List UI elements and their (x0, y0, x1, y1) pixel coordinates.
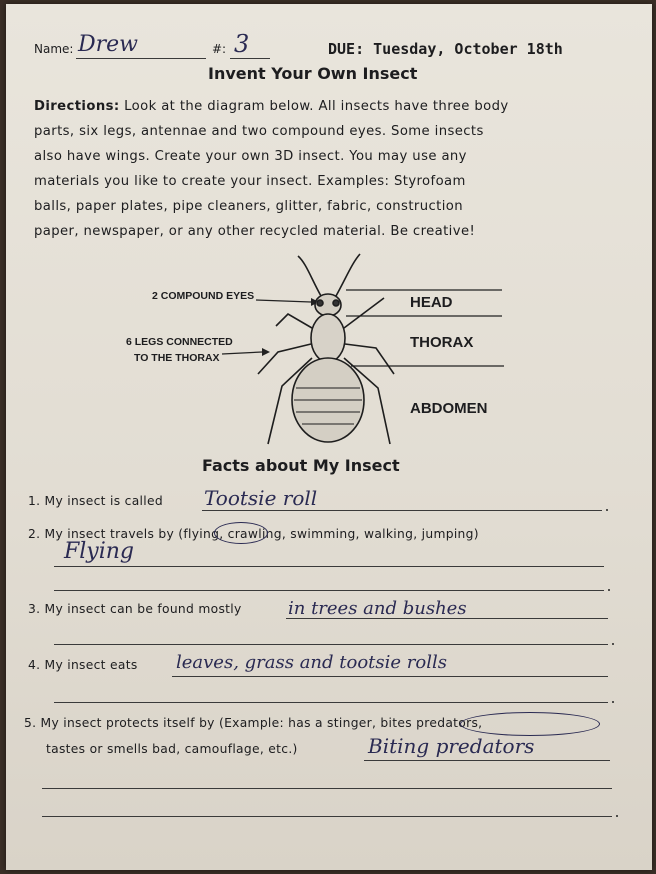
number-label: #: (212, 42, 227, 56)
directions-line-1: Directions: Look at the diagram below. All insects have three body (34, 99, 509, 114)
label-thorax: THORAX (410, 334, 474, 351)
line-end-dot (612, 701, 614, 703)
question-2: 2. My insect travels by (flying, crawling, swimming, walking, jumping) (28, 527, 479, 541)
question-3: 3. My insect can be found mostly (28, 602, 242, 616)
answer-5[interactable]: Biting predators (368, 734, 535, 758)
label-head: HEAD (410, 294, 453, 311)
answer-line-5b (42, 788, 612, 789)
insect-illustration (258, 254, 394, 444)
label-legs-line-2: TO THE THORAX (134, 352, 220, 364)
line-end-dot (616, 815, 618, 817)
question-5-line-2: tastes or smells bad, camouflage, etc.) (46, 742, 298, 756)
circled-flying (214, 522, 268, 544)
line-end-dot (612, 643, 614, 645)
number-line (230, 58, 270, 59)
answer-line-2a (54, 566, 604, 567)
directions-line-5: balls, paper plates, pipe cleaners, glitter, fabric, construction (34, 199, 463, 214)
answer-line-4b (54, 702, 608, 703)
answer-line-5a (364, 760, 610, 761)
line-end-dot (608, 589, 610, 591)
answer-4[interactable]: leaves, grass and tootsie rolls (176, 652, 447, 673)
question-5-line-1: 5. My insect protects itself by (Example: has a stinger, bites predators, (24, 716, 483, 730)
due-date: DUE: Tuesday, October 18th (328, 40, 563, 58)
line-end-dot (606, 509, 608, 511)
facts-heading: Facts about My Insect (202, 456, 400, 475)
directions-line-6: paper, newspaper, or any other recycled material. Be creative! (34, 224, 476, 239)
answer-line-3b (54, 644, 608, 645)
directions-line-4: materials you like to create your insect. Examples: Styrofoam (34, 174, 466, 189)
answer-line-1 (202, 510, 602, 511)
label-compound-eyes: 2 COMPOUND EYES (152, 290, 255, 302)
label-abdomen: ABDOMEN (410, 400, 488, 417)
answer-line-4a (172, 676, 608, 677)
question-1: 1. My insect is called (28, 494, 163, 508)
label-legs-line-1: 6 LEGS CONNECTED (126, 336, 233, 348)
answer-line-5c (42, 816, 612, 817)
answer-1[interactable]: Tootsie roll (204, 486, 318, 510)
name-label: Name: (34, 42, 74, 56)
name-line (76, 58, 206, 59)
question-4: 4. My insect eats (28, 658, 138, 672)
directions-line-3: also have wings. Create your own 3D insect. You may use any (34, 149, 467, 164)
worksheet-page (6, 4, 652, 870)
name-value[interactable]: Drew (78, 32, 139, 57)
answer-3[interactable]: in trees and bushes (288, 598, 467, 619)
number-value[interactable]: 3 (234, 30, 250, 58)
answer-2[interactable]: Flying (64, 539, 135, 564)
answer-line-2b (54, 590, 604, 591)
directions-line-2: parts, six legs, antennae and two compound eyes. Some insects (34, 124, 484, 139)
circled-bites-predators (460, 712, 600, 736)
insect-diagram (6, 248, 652, 458)
worksheet-title: Invent Your Own Insect (208, 64, 418, 83)
